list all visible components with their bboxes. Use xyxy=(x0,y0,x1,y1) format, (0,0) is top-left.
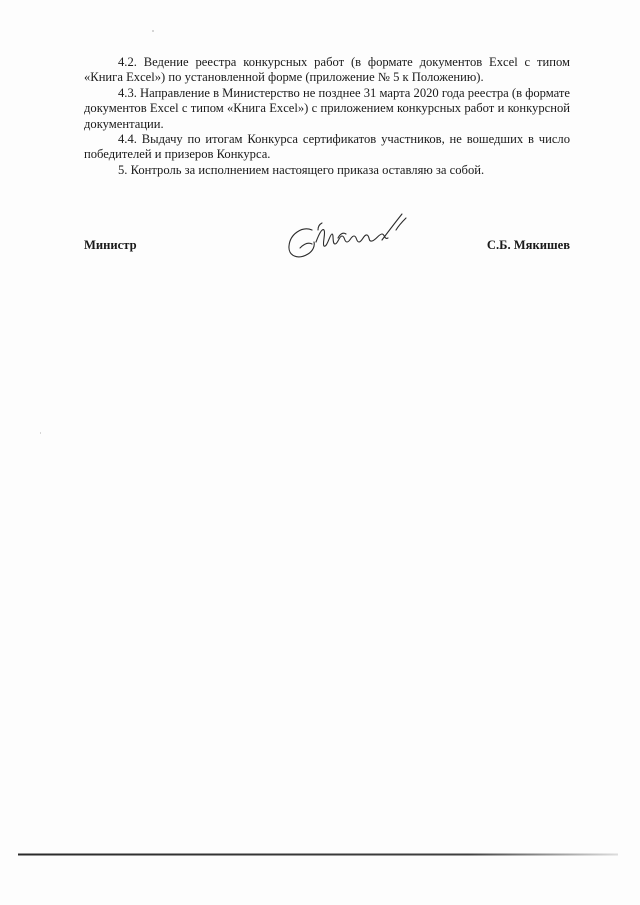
document-body xyxy=(84,55,570,178)
paragraph-4-3: 4.3. Направление в Министерство не позднее 31 марта 2020 года реестра (в формате документов Excel с типом «Книга Excel») с приложением конкурсных работ и конкурсной документации. xyxy=(84,85,570,131)
scan-speck xyxy=(40,432,41,434)
signatory-title: Министр xyxy=(84,238,137,252)
paragraph-4-2: 4.2. Ведение реестра конкурсных работ (в формате документов Excel с типом «Книга Excel») по установленной форме (приложение № 5 к Положению). xyxy=(84,55,570,85)
signature-block xyxy=(84,238,570,258)
paragraph-5: 5. Контроль за исполнением настоящего приказа оставляю за собой. xyxy=(118,162,485,177)
paragraph-4-4: 4.4. Выдачу по итогам Конкурса сертификатов участников, не вошедших в число победителей и призеров Конкурса. xyxy=(84,132,570,162)
signatory-name: С.Б. Мякишев xyxy=(486,238,570,252)
scan-speck xyxy=(152,30,154,32)
scan-edge-line xyxy=(18,853,618,856)
